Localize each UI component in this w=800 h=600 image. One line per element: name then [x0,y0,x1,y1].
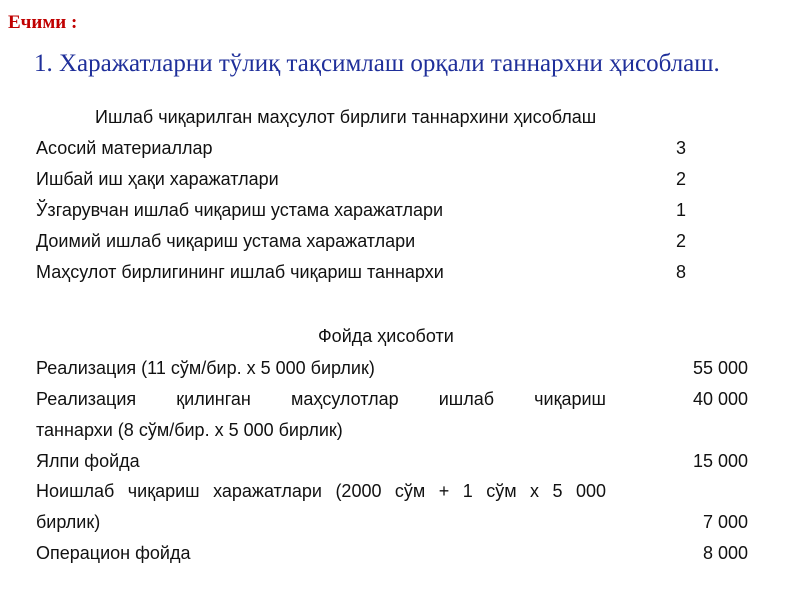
cost-row-value: 3 [675,138,686,158]
method-title: 1. Харажатларни тўлиқ тақсимлаш орқали таннархни ҳисоблаш. [34,50,720,77]
cost-row-value: 1 [675,200,686,220]
operating-profit-value: 8 000 [702,543,748,563]
gross-profit-value: 15 000 [692,451,748,471]
profit-report-title: Фойда ҳисоботи [318,326,454,346]
cost-row-label: Асосий материаллар [36,138,213,158]
nonproduction-costs-value: 7 000 [702,512,748,532]
cost-row-label: Ишбай иш ҳақи харажатлари [36,169,279,189]
sales-label: Реализация (11 сўм/бир. x 5 000 бирлик) [36,358,375,378]
cost-row-label: Доимий ишлаб чиқариш устама харажатлари [36,231,416,251]
solution-heading: Ечими : [8,12,78,33]
operating-profit-label: Операцион фойда [36,543,191,563]
sales-value: 55 000 [692,358,748,378]
cost-row-value: 2 [675,231,686,251]
cost-total-value: 8 [675,262,686,282]
cogs-label-line2: таннархи (8 сўм/бир. x 5 000 бирлик) [36,420,343,440]
gross-profit-label: Ялпи фойда [36,451,140,471]
nonproduction-costs-label-line1: Ноишлаб чиқариш харажатлари (2000 сўм + 1 сўм x 5 000 [36,481,606,501]
nonproduction-costs-label-line2: бирлик) [36,512,101,532]
cogs-label-line1: Реализация қилинган маҳсулотлар ишлаб чиқариш [36,389,606,409]
cogs-value: 40 000 [692,389,748,409]
cost-total-label: Маҳсулот бирлигининг ишлаб чиқариш таннархи [36,262,444,282]
cost-row-value: 2 [675,169,686,189]
unit-cost-title: Ишлаб чиқарилган маҳсулот бирлиги таннархини ҳисоблаш [95,107,597,127]
cost-row-label: Ўзгарувчан ишлаб чиқариш устама харажатлари [36,200,444,220]
